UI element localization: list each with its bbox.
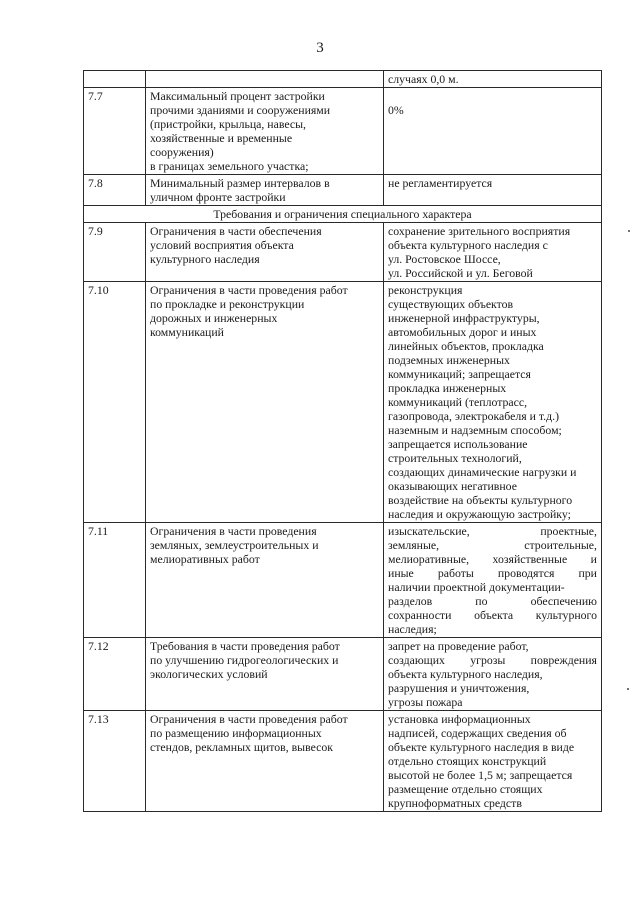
scan-speck xyxy=(628,230,630,232)
row-label: Ограничения в части проведения земляных, землеустроительных и мелиоративных работ xyxy=(146,523,384,638)
scan-speck xyxy=(627,688,629,690)
row-label xyxy=(146,71,384,88)
row-value: не регламентируется xyxy=(384,175,602,206)
row-number: 7.11 xyxy=(84,523,146,638)
row-number: 7.13 xyxy=(84,711,146,812)
row-value: сохранение зрительного восприятия объекта культурного наследия с ул. Ростовское Шоссе, ул. Российской и ул. Беговой xyxy=(384,223,602,282)
row-number: 7.10 xyxy=(84,282,146,523)
row-value: изыскательские, проектные, земляные, строительные, мелиоративные, хозяйственные и иные работы проводятся при наличии проектной документации- разделов по обеспечению сохранности объекта культурного наследия; xyxy=(384,523,602,638)
table-row xyxy=(84,223,602,282)
table-row xyxy=(84,711,602,812)
row-label: Минимальный размер интервалов в уличном фронте застройки xyxy=(146,175,384,206)
row-label: Ограничения в части проведения работ по прокладке и реконструкции дорожных и инженерных коммуникаций xyxy=(146,282,384,523)
regulations-table xyxy=(83,70,602,812)
page-number: 3 xyxy=(316,40,324,56)
row-number: 7.8 xyxy=(84,175,146,206)
table-row xyxy=(84,88,602,175)
row-label: Ограничения в части обеспечения условий восприятия объекта культурного наследия xyxy=(146,223,384,282)
table-row xyxy=(84,282,602,523)
row-number xyxy=(84,71,146,88)
table-row xyxy=(84,523,602,638)
row-value: реконструкция существующих объектов инженерной инфраструктуры, автомобильных дорог и иных линейных объектов, прокладка подземных инженерных коммуникаций; запрещается прокладка инженерных коммуникаций (теплотрасс, газопровода, электрокабеля и т.д.) наземным и надземным способом; запрещается использование строительных технологий, создающих динамические нагрузки и оказывающих негативное воздействие на объекты культурного наследия и окружающую застройку; xyxy=(384,282,602,523)
table-row xyxy=(84,175,602,206)
row-value: случаях 0,0 м. xyxy=(384,71,602,88)
section-heading-row xyxy=(84,206,602,223)
row-label: Максимальный процент застройки прочими зданиями и сооружениями (пристройки, крыльца, навесы, хозяйственные и временные сооружения) в границах земельного участка; xyxy=(146,88,384,175)
row-value: установка информационных надписей, содержащих сведения об объекте культурного наследия в виде отдельно стоящих конструкций высотой не более 1,5 м; запрещается размещение отдельно стоящих крупноформатных средств xyxy=(384,711,602,812)
row-label: Ограничения в части проведения работ по размещению информационных стендов, рекламных щитов, вывесок xyxy=(146,711,384,812)
row-number: 7.7 xyxy=(84,88,146,175)
row-number: 7.12 xyxy=(84,638,146,711)
row-value: запрет на проведение работ, создающих угрозы повреждения объекта культурного наследия, разрушения и уничтожения, угрозы пожара xyxy=(384,638,602,711)
row-label: Требования в части проведения работ по улучшению гидрогеологических и экологических условий xyxy=(146,638,384,711)
table-row xyxy=(84,638,602,711)
row-number: 7.9 xyxy=(84,223,146,282)
table-row xyxy=(84,71,602,88)
section-heading: Требования и ограничения специального характера xyxy=(84,206,602,223)
row-value: 0% xyxy=(384,88,602,175)
